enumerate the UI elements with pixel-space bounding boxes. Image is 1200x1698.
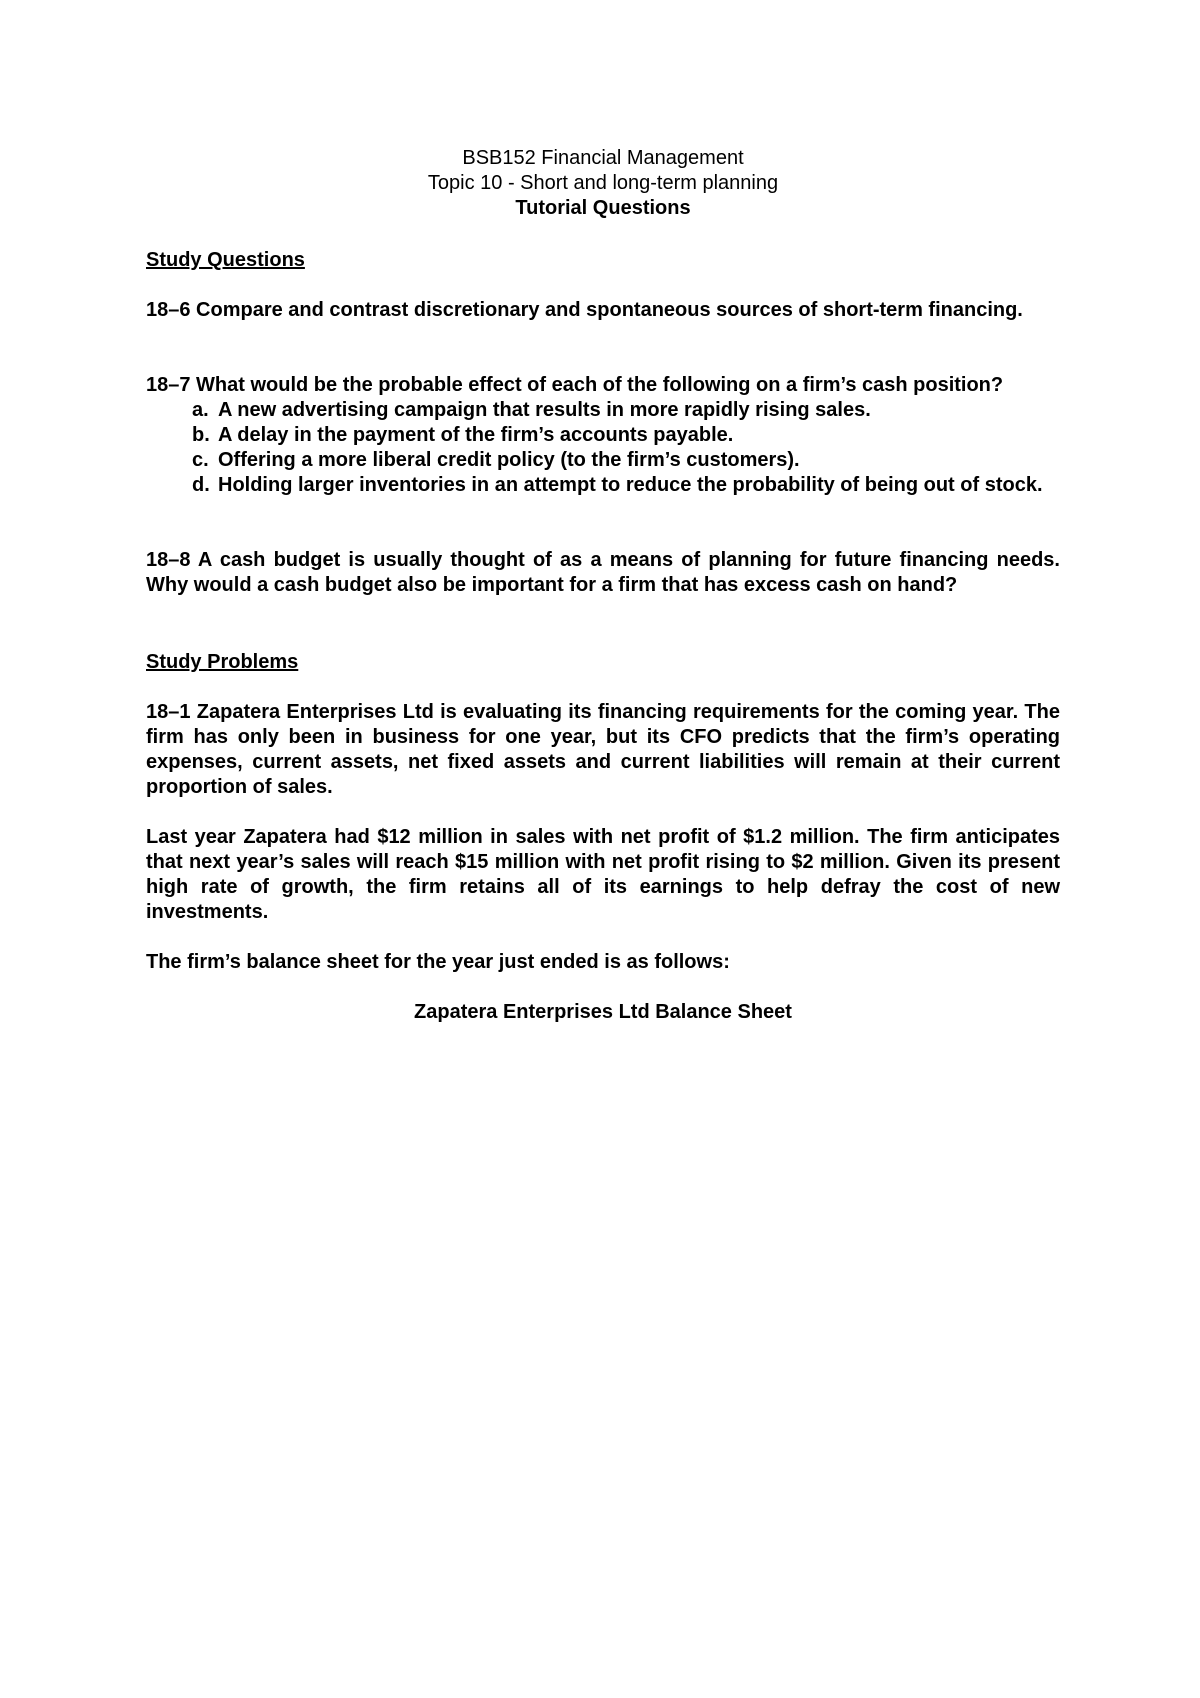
question-18-7: 18–7 What would be the probable effect of each of the following on a firm’s cash position? [146, 374, 1004, 396]
option-letter: d. [192, 474, 210, 496]
problem-18-1-details: Last year Zapatera had $12 million in sales with net profit of $1.2 million. The firm anticipates that next year’s sales will reach $15 million with net profit rising to $2 million. Given its present high rate of growth, the firm retains all of its earnings to help defray the cost of new investments. [146, 826, 1060, 923]
option-a [146, 398, 1060, 423]
option-d [146, 473, 1060, 498]
balance-sheet-intro: The firm’s balance sheet for the year just ended is as follows: [146, 951, 730, 973]
study-problems-heading: Study Problems [146, 651, 299, 673]
document-header [146, 146, 1060, 221]
option-text: A delay in the payment of the firm’s accounts payable. [218, 424, 734, 446]
option-text: A new advertising campaign that results in more rapidly rising sales. [218, 399, 871, 421]
option-text: Holding larger inventories in an attempt to reduce the probability of being out of stock. [218, 474, 1043, 496]
problem-18-1: 18–1 Zapatera Enterprises Ltd is evaluating its financing requirements for the coming year. The firm has only been in business for one year, but its CFO predicts that the firm’s operating expenses, current assets, net fixed assets and current liabilities will remain at their current proportion of sales. [146, 701, 1060, 798]
option-letter: c. [192, 449, 209, 471]
question-18-8: 18–8 A cash budget is usually thought of as a means of planning for future financing needs. Why would a cash budget also be important for a firm that has excess cash on hand? [146, 549, 1060, 596]
document-content [146, 146, 1060, 1025]
course-title: BSB152 Financial Management [462, 147, 744, 169]
option-b [146, 423, 1060, 448]
option-text: Offering a more liberal credit policy (to the firm’s customers). [218, 449, 800, 471]
option-letter: a. [192, 399, 209, 421]
tutorial-subtitle: Tutorial Questions [515, 197, 691, 219]
question-18-6: 18–6 Compare and contrast discretionary and spontaneous sources of short-term financing. [146, 299, 1023, 321]
study-questions-heading: Study Questions [146, 249, 305, 271]
question-18-7-options [146, 398, 1060, 498]
topic-title: Topic 10 - Short and long-term planning [427, 172, 779, 194]
option-letter: b. [192, 424, 210, 446]
option-c [146, 448, 1060, 473]
balance-sheet-title: Zapatera Enterprises Ltd Balance Sheet [414, 1001, 792, 1023]
